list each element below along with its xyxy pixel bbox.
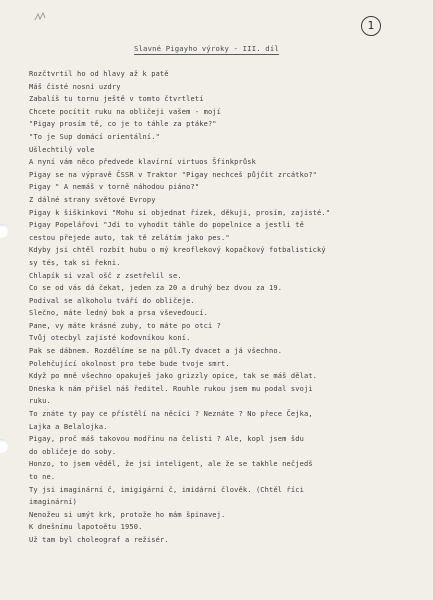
quote-line: Pigay " A nemáš v torně náhodou piáno?" xyxy=(29,183,200,192)
quote-line: Máš čisté nosní uzdry xyxy=(29,82,121,91)
quote-line: Z dálné strany světové Evropy xyxy=(29,195,156,204)
quote-line: To znáte ty pay ce přístělí na něcíci ? Neznáte ? No přece Čejka, xyxy=(29,410,313,419)
quote-line: Co se od vás dá čekat, jeden za 20 a druhý bez dvou za 19. xyxy=(29,284,283,293)
quote-line: Ušlechtilý vole xyxy=(29,145,95,154)
quote-line: ruku. xyxy=(29,397,51,406)
quote-line: to ne. xyxy=(29,473,56,481)
quote-line: "To je Sup domácí orientální." xyxy=(29,132,160,141)
quote-line: Pane, vy máte krásné zuby, to máte po otci ? xyxy=(29,321,222,330)
quote-line: K dnešnímu lapotoětu 1950. xyxy=(29,523,143,532)
page-number: 1 xyxy=(361,16,381,36)
quote-line: Honzo, to jsem věděl, že jsi inteligent, ale že se takhle nečjedš xyxy=(29,460,313,469)
quote-line: Pigay, proč máš takovou modřinu na čelisti ? Ale, kopl jsem šdu xyxy=(29,435,304,444)
quote-list xyxy=(29,68,419,547)
quote-line: do obličeje do soby. xyxy=(29,447,117,456)
quote-line: Pigay Popelářovi "Jdi to vyhodit táhle do popelnice a jestli tě xyxy=(29,221,304,230)
page-title: Slavné Pigayho výroky - III. díl xyxy=(134,44,279,53)
quote-line: Pigay se na výpravě ČSSR v Traktor "Pigay nechceš půjčit zrcátko?" xyxy=(29,170,318,179)
quote-line: Polehčující okolnost pro tebe bude tvoje smrt. xyxy=(29,359,230,368)
quote-line: Tvůj otecbyl zajisté koďovníkou koní. xyxy=(29,334,191,343)
quote-line: Dneska k nám přišel náš ředitel. Rouhle rukou jsem mu podal svoji xyxy=(29,384,313,393)
quote-line: Nenožeu si umýt krk, protože ho mám špinavej. xyxy=(29,510,226,519)
quote-line: cestou přejede auto, tak tě zelátím jako pes." xyxy=(29,233,230,242)
quote-line: Rozčtvrtil ho od hlavy až k patě xyxy=(29,70,169,78)
quote-line: Chlapík si vzal ošč z zsetřelil se. xyxy=(29,271,182,280)
pencil-mark-icon xyxy=(34,12,46,22)
punch-hole xyxy=(0,224,8,238)
quote-line: imaginární) xyxy=(29,498,78,507)
quote-line: Kdyby jsi chtěl rozbít hubu o mý kreoflekový kopačkový fotbalistický xyxy=(29,246,326,255)
quote-line: "Pigay prosím tě, co je to táhle za ptáke?" xyxy=(29,120,217,129)
punch-hole xyxy=(0,439,8,453)
quote-line: sy tés, tak si řekni. xyxy=(29,258,121,267)
quote-line: Lajka a Belalojka. xyxy=(29,422,108,431)
quote-line: Ty jsi imaginární č, imigigární č, imidární člověk. (Chtěl říci xyxy=(29,485,304,494)
quote-line: Pigay k šiškinkovi "Mohu si objednat řízek, děkuji, prosím, zajisté." xyxy=(29,208,331,217)
quote-line: Podíval se alkoholu tváří do obličeje. xyxy=(29,296,195,305)
quote-line: Zabalíš tu tornu ještě v tomto čtvrtletí xyxy=(29,95,204,104)
quote-line: Slečno, máte ledný bok a prsa vševeďoucí. xyxy=(29,309,208,318)
quote-line: Pak se dábnem. Rozdělíme se na půl.Ty dvacet a já všechno. xyxy=(29,347,283,356)
quote-line: Když po mně všechno opakuješ jako grizzly opice, tak se máš dělat. xyxy=(29,372,318,381)
quote-line: Už tam byl choleograf a režisér. xyxy=(29,535,169,544)
quote-line: A nyní vám něco předvede klavírní virtuos Šfinkprůsk xyxy=(29,158,256,167)
quote-line: Chcete pocítit ruku na obličeji vašem - mojí xyxy=(29,107,222,116)
